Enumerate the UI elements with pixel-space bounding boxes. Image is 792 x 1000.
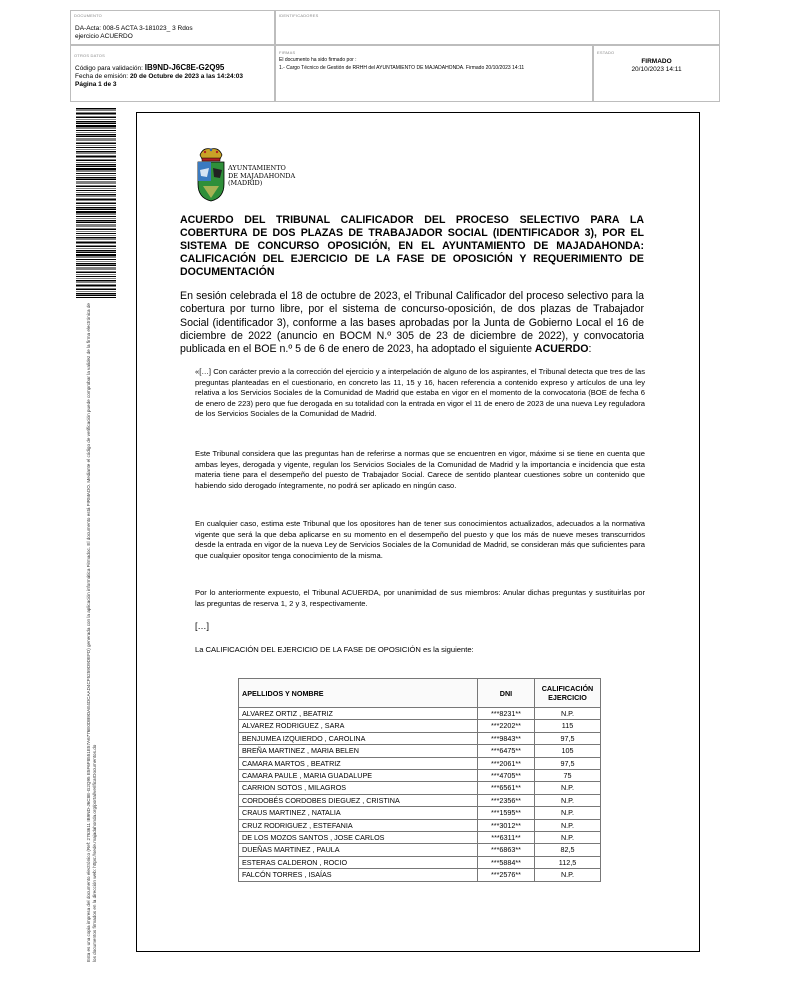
intro-paragraph — [180, 290, 644, 356]
estado-label: ESTADO — [597, 50, 615, 55]
estado-value: FIRMADO — [641, 58, 672, 65]
cell-calificacion: N.P. — [535, 794, 601, 806]
cell-dni: ***8231** — [478, 708, 535, 720]
cell-calificacion: N.P. — [535, 832, 601, 844]
quote-paragraph-1: «[…] Con carácter previo a la corrección del ejercicio y a interpelación de alguno de los aspirantes, el Tribunal detecta que tres de las preguntas planteadas en el cuestionario, en concreto las 11, 15 y 16, hacen referencia a contenido expreso y artículos de una ley relativa a los Servicios Sociales de la Comunidad de Madrid que estaba en vigor en el momento de la convocatoria (BOE de fecha 6 de enero de 223) pero que fue derogada en su totalidad con la entrada en vigor el 11 de enero de 2023 de una nueva Ley reguladora de los Servicios Sociales de la Comunidad de Madrid. — [195, 367, 645, 419]
fecha-label: Fecha de emisión: — [75, 73, 129, 80]
header-dni: DNI — [478, 679, 535, 708]
cell-dni: ***2576** — [478, 869, 535, 881]
codigo-line — [75, 64, 275, 73]
cell-dni: ***9843** — [478, 732, 535, 744]
cell-dni: ***6863** — [478, 844, 535, 856]
cell-name: ALVAREZ RODRIGUEZ , SARA — [239, 720, 478, 732]
cell-calificacion: 97,5 — [535, 757, 601, 769]
cell-name: BREÑA MARTINEZ , MARIA BELEN — [239, 745, 478, 757]
cell-calificacion: N.P. — [535, 782, 601, 794]
cell-name: DE LOS MOZOS SANTOS , JOSE CARLOS — [239, 832, 478, 844]
table-row — [239, 745, 601, 757]
org-line1: AYUNTAMIENTO — [228, 164, 286, 172]
table-row — [239, 782, 601, 794]
header-estado-box — [593, 45, 720, 102]
cell-calificacion: 115 — [535, 720, 601, 732]
firmas-line1: El documento ha sido firmado por : — [279, 57, 357, 63]
intro-end: : — [588, 343, 592, 356]
fecha-line — [75, 73, 275, 81]
table-row — [239, 819, 601, 831]
side-verification-text: Esta es una copia impresa del documento electrónico (Ref: 2763611 IB9ND-J6C8E-G2Q95 E5F6F8551E57A6776E0DB9DAE4DCAAD4CF5259D9DEFD) generada con la aplicación informática Firmadoc. El documento está FIRMADO. Mediante el código de verificación puede comprobar la validez de la firma electrónica de los documentos firmados en la dirección web: https://sede.majadahonda.org/portal/verificarDocumentos.do — [86, 303, 97, 962]
quote-paragraph-3: En cualquier caso, estima este Tribunal que los opositores han de tener sus conocimientos actualizados, adecuados a la normativa vigente que será la que deba aplicarse en su momento en el desempeño del puesto y que los más de nueve meses transcurridos desde la entrada en vigor de la nueva Ley de Servicios Sociales de la Comunidad de Madrid, se consideran más que suficientes para que cualquier opositor tenga conocimiento de la misma. — [195, 519, 645, 560]
cell-dni: ***2356** — [478, 794, 535, 806]
coat-of-arms-logo — [194, 146, 228, 202]
barcode — [76, 108, 116, 298]
intro-text: En sesión celebrada el 18 de octubre de 2023, el Tribunal Calificador del proceso selectivo para la cobertura por turno libre, por el sistema de concurso-oposición, de dos plazas de Trabajador Social (identificador 3), conforme a las bases aprobadas por la Junta de Gobierno Local el 16 de diciembre de 2022 (anuncio en BOCM N.º 305 de 23 de diciembre de 2022), y convocatoria publicada en el BOE n.º 5 de 6 de enero de 2023, ha adoptado el siguiente — [180, 290, 644, 356]
cell-calificacion: 112,5 — [535, 856, 601, 868]
quote-ellipsis: […] — [195, 621, 210, 631]
cell-dni: ***6561** — [478, 782, 535, 794]
quote-paragraph-4: Por lo anteriormente expuesto, el Tribunal ACUERDA, por unanimidad de sus miembros: Anular dichas preguntas y sustituirlas por las preguntas de reserva 1, 2 y 3, respectivamente. — [195, 588, 645, 608]
cell-calificacion: N.P. — [535, 869, 601, 881]
cell-name: ESTERAS CALDERON , ROCIO — [239, 856, 478, 868]
header-identificadores-box — [275, 10, 720, 45]
table-row — [239, 770, 601, 782]
cell-name: FALCÓN TORRES , ISAÍAS — [239, 869, 478, 881]
intro-bold: ACUERDO — [534, 343, 589, 356]
header-apellidos: APELLIDOS Y NOMBRE — [239, 679, 478, 708]
table-row — [239, 720, 601, 732]
cell-dni: ***3012** — [478, 819, 535, 831]
documento-value: DA-Acta: 008-5 ACTA 3-181023_ 3 Rdos ejercicio ACUERDO — [75, 25, 193, 40]
cell-name: CRUZ RODRIGUEZ , ESTEFANIA — [239, 819, 478, 831]
cell-calificacion: N.P. — [535, 708, 601, 720]
header-otros-datos-box — [70, 45, 275, 102]
codigo-value: IB9ND-J6C8E-G2Q95 — [144, 63, 225, 72]
table-row — [239, 869, 601, 881]
org-name — [228, 165, 295, 188]
table-row — [239, 832, 601, 844]
cell-name: CRAUS MARTINEZ , NATALIA — [239, 807, 478, 819]
calificacion-intro: La CALIFICACIÓN DEL EJERCICIO DE LA FASE DE OPOSICIÓN es la siguiente: — [195, 645, 474, 654]
cell-calificacion: 97,5 — [535, 732, 601, 744]
results-table-body — [239, 708, 601, 882]
table-row — [239, 708, 601, 720]
documento-label: DOCUMENTO — [74, 13, 102, 18]
table-row — [239, 794, 601, 806]
cell-name: CAMARA PAULE , MARIA GUADALUPE — [239, 770, 478, 782]
firmas-label: FIRMAS — [279, 50, 296, 55]
org-line3: (MADRID) — [228, 179, 263, 188]
cell-dni: ***6475** — [478, 745, 535, 757]
cell-name: ALVAREZ ORTIZ , BEATRIZ — [239, 708, 478, 720]
estado-date: 20/10/2023 14:11 — [631, 66, 682, 73]
cell-name: CORDOBÉS CORDOBES DIEGUEZ , CRISTINA — [239, 794, 478, 806]
cell-dni: ***1595** — [478, 807, 535, 819]
cell-dni: ***6311** — [478, 832, 535, 844]
fecha-value: 20 de Octubre de 2023 a las 14:24:03 — [129, 73, 244, 80]
cell-name: DUEÑAS MARTINEZ , PAULA — [239, 844, 478, 856]
cell-calificacion: 105 — [535, 745, 601, 757]
results-table — [238, 678, 601, 882]
cell-name: CAMARA MARTOS , BEATRIZ — [239, 757, 478, 769]
header-firmas-box — [275, 45, 593, 102]
codigo-label: Código para validación: — [75, 65, 143, 72]
table-header-row — [239, 679, 601, 708]
org-line2: DE MAJADAHONDA — [228, 171, 296, 180]
pagina: Página 1 de 3 — [75, 81, 117, 88]
cell-calificacion: 82,5 — [535, 844, 601, 856]
cell-dni: ***4705** — [478, 770, 535, 782]
cell-name: BENJUMEA IZQUIERDO , CAROLINA — [239, 732, 478, 744]
cell-calificacion: 75 — [535, 770, 601, 782]
table-row — [239, 757, 601, 769]
cell-calificacion: N.P. — [535, 819, 601, 831]
table-row — [239, 856, 601, 868]
header-documento-box — [70, 10, 275, 45]
cell-calificacion: N.P. — [535, 807, 601, 819]
header-calificacion: CALIFICACIÓN EJERCICIO — [535, 679, 601, 708]
table-row — [239, 732, 601, 744]
cell-dni: ***2202** — [478, 720, 535, 732]
otros-datos-label: OTROS DATOS — [74, 53, 105, 58]
cell-dni: ***2061** — [478, 757, 535, 769]
quote-paragraph-2: Este Tribunal considera que las preguntas han de referirse a normas que se encuentren en vigor, máxime si se tiene en cuenta que ambas leyes, derogada y vigente, regulan los Servicios Sociales de la Comunidad de Madrid y la importancia e incidencia que esta materia tiene para el desempeño del puesto de Trabajador Social. Carece de sentido plantear cuestiones sobre un contenido que habiendo sido derogado íntegramente, no podrá ser aplicado en ningún caso. — [195, 449, 645, 490]
cell-name: CARRION SOTOS , MILAGROS — [239, 782, 478, 794]
table-row — [239, 807, 601, 819]
table-row — [239, 844, 601, 856]
document-title: ACUERDO DEL TRIBUNAL CALIFICADOR DEL PROCESO SELECTIVO PARA LA COBERTURA DE DOS PLAZAS DE TRABAJADOR SOCIAL (IDENTIFICADOR 3), POR EL SISTEMA DE CONCURSO OPOSICIÓN, EN EL AYUNTAMIENTO DE MAJADAHONDA: CALIFICACIÓN DEL EJERCICIO DE LA FASE DE OPOSICIÓN Y REQUERIMIENTO DE DOCUMENTACIÓN — [180, 214, 644, 278]
cell-dni: ***5884** — [478, 856, 535, 868]
firmas-line2: 1.- Cargo Técnico de Gestión de RRHH del AYUNTAMIENTO DE MAJADAHONDA. Firmado 20/10/2023 14:11 — [279, 65, 525, 71]
identificadores-label: IDENTIFICADORES — [279, 13, 319, 18]
